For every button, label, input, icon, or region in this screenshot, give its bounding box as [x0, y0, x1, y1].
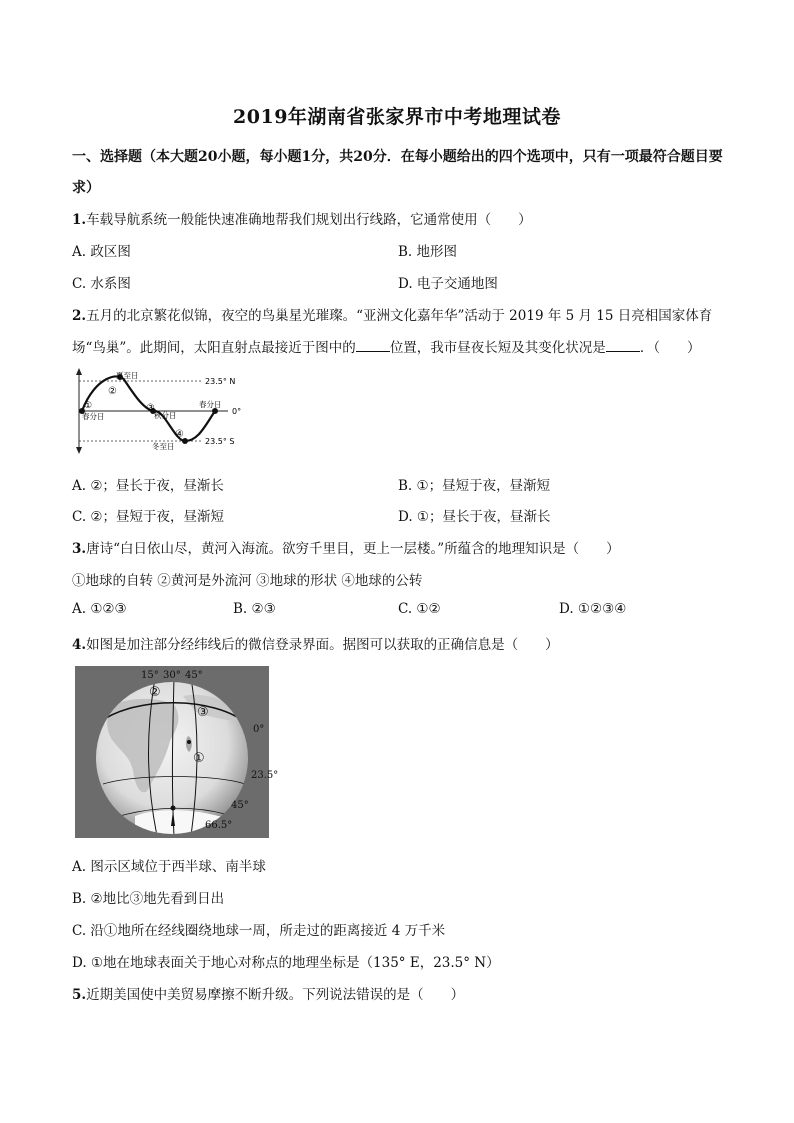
option-a: A. ②；昼长于夜，昼渐长: [72, 478, 224, 494]
question-2: [72, 304, 712, 324]
option-a: A. ①②③: [72, 601, 127, 617]
globe-figure: [75, 666, 279, 838]
answer-blank: [606, 339, 640, 352]
question-3: [72, 537, 620, 557]
question-3-items: ①地球的自转 ②黄河是外流河 ③地球的形状 ④地球的公转: [72, 573, 423, 589]
option-c: C. 沿①地所在经线圈绕地球一周，所走过的距离接近 4 万千米: [72, 923, 446, 939]
option-b: B. ②③: [233, 601, 276, 617]
question-number: 4.: [72, 637, 87, 653]
label-lat-66-5: 66.5°: [205, 820, 233, 831]
exam-title: 2019年湖南省张家界市中考地理试卷: [233, 106, 561, 128]
solar-declination-figure: [70, 366, 255, 456]
point-3-label: ③: [146, 403, 155, 414]
point-1-label: ①: [193, 751, 205, 766]
option-b: B. ②地比③地先看到日出: [72, 891, 225, 907]
label-lat-45: 45°: [231, 800, 249, 811]
option-c: C. ②；昼短于夜，昼渐短: [72, 509, 225, 525]
question-stem: 车载导航系统一般能快速准确地帮我们规划出行线路，它通常使用（ ）: [86, 212, 532, 228]
point-2-label: ②: [149, 685, 161, 700]
option-c: C. 水系图: [72, 276, 131, 292]
point-2-label: ②: [108, 386, 117, 397]
label-autumn-equinox: 秋分日: [154, 411, 177, 420]
question-number: 5.: [72, 987, 87, 1003]
option-d: D. ①②③④: [559, 601, 627, 617]
question-stem-line1: 五月的北京繁花似锦，夜空的鸟巢星光璀璨。“亚洲文化嘉年华”活动于 2019 年 5 月 15 日亮相国家体育: [86, 308, 713, 324]
option-b: B. ①；昼短于夜，昼渐短: [398, 478, 551, 494]
option-d: D. ①地在地球表面关于地心对称点的地理坐标是（135° E，23.5° N）: [72, 955, 500, 971]
label-summer-solstice: 夏至日: [116, 371, 139, 380]
option-a: A. 图示区域位于西半球、南半球: [72, 859, 266, 875]
question-4: [72, 633, 559, 653]
question-1: [72, 208, 532, 228]
label-lon-15: 15°: [141, 670, 159, 681]
question-stem: 如图是加注部分经纬线后的微信登录界面。据图可以获取的正确信息是（ ）: [86, 637, 559, 653]
label-tropic-north: 23.5° N: [205, 377, 236, 386]
option-b: B. 地形图: [398, 244, 458, 260]
point-4-label: ④: [175, 429, 184, 440]
question-stem: 唐诗“白日依山尽，黄河入海流。欲穷千里目，更上一层楼。”所蕴含的地理知识是（ ）: [86, 541, 620, 557]
label-tropic-south: 23.5° S: [205, 437, 235, 446]
option-d: D. ①；昼长于夜，昼渐长: [398, 509, 551, 525]
question-number: 1.: [72, 212, 87, 228]
label-spring-equinox: 春分日: [82, 412, 105, 421]
point-1-label: ①: [84, 401, 93, 411]
question-stem-part: ．（ ）: [639, 340, 701, 356]
question-5: [72, 983, 464, 1003]
option-d: D. 电子交通地图: [398, 276, 498, 292]
point-3-label: ③: [197, 705, 209, 720]
label-lat-0: 0°: [253, 724, 265, 735]
answer-blank: [356, 339, 390, 352]
question-number: 3.: [72, 541, 87, 557]
label-lon-45: 45°: [185, 670, 203, 681]
label-lat-23-5: 23.5°: [251, 770, 279, 781]
question-stem: 近期美国使中美贸易摩擦不断升级。下列说法错误的是（ ）: [86, 987, 465, 1003]
question-stem-part: 场“鸟巢”。此期间，太阳直射点最接近于图中的: [72, 340, 356, 356]
label-spring-equinox-right: 春分日: [199, 400, 222, 409]
label-lon-30: 30°: [163, 670, 181, 681]
question-stem-part: 位置，我市昼夜长短及其变化状况是: [389, 340, 606, 356]
option-c: C. ①②: [398, 601, 441, 617]
label-equator: 0°: [232, 407, 242, 416]
option-a: A. 政区图: [72, 244, 131, 260]
section-heading: 一、选择题（本大题20小题，每小题1分，共20分．在每小题给出的四个选项中，只有一项最符合题目要求）: [72, 149, 723, 196]
question-2-line2: [72, 336, 701, 356]
question-number: 2.: [72, 308, 87, 324]
label-winter-solstice: 冬至日: [152, 442, 175, 451]
